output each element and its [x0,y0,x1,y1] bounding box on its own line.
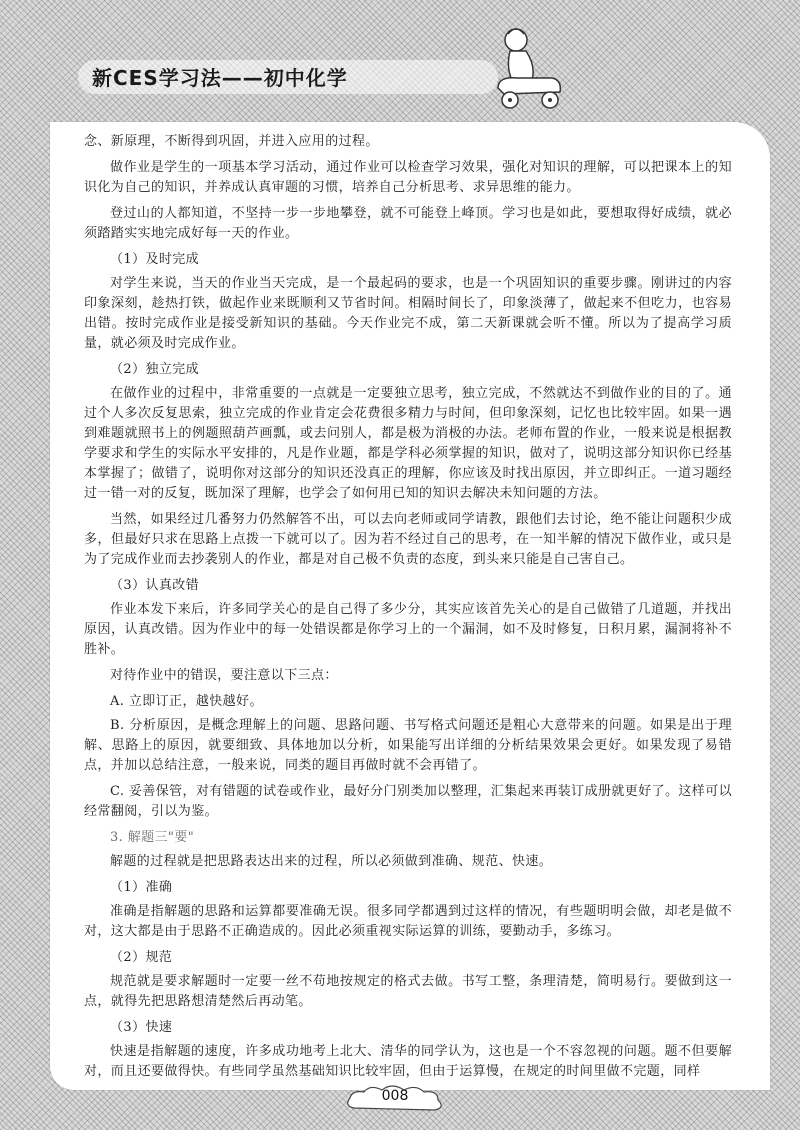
page-number-badge [340,1082,450,1118]
student-on-scooter-illustration [488,18,568,118]
paragraph: 快速是指解题的速度，许多成功地考上北大、清华的同学认为，这也是一个不容忽视的问题。题不但要解对，而且还要做得快。有些同学虽然基础知识比较牢固，但由于运算慢，在规定的时间里做不完题，同样 [84,1044,732,1079]
paragraph: 在做作业的过程中，非常重要的一点就是一定要独立思考，独立完成，不然就达不到做作业的目的了。通过个人多次反复思索，独立完成的作业肯定会花费很多精力与时间，但印象深刻，记忆也比较牢固。如果一遇到难题就照书上的例题照葫芦画瓢，或去问别人，都是极为消极的办法。老师布置的作业，一般来说是根据教学要求和学生的实际水平安排的，凡是作业题，都是学科必须掌握的知识，做对了，说明这部分知识你已经基本掌握了；做错了，说明你对这部分的知识还没真正的理解，你应该及时找出原因，并立即纠正。一道习题经过一错一对的反复，既加深了理解，也学会了如何用已知的知识去解决未知问题的方法。 [84,386,732,501]
book-title: 新CES学习法——初中化学 [92,66,348,90]
paragraph: 做作业是学生的一项基本学习活动，通过作业可以检查学习效果，强化对知识的理解，可以把课本上的知识化为自己的知识，并养成认真审题的习惯，培养自己分析思考、求异思维的能力。 [84,160,732,195]
paragraph: 对学生来说，当天的作业当天完成，是一个最起码的要求，也是一个巩固知识的重要步骤。刚讲过的内容印象深刻，趁热打铁，做起作业来既顺利又节省时间。相隔时间长了，印象淡薄了，做起来不但吃力，也容易出错。按时完成作业是接受新知识的基础。今天作业完不成，第二天新课就会听不懂。所以为了提高学习质量，就必须及时完成作业。 [84,276,732,351]
paragraph: 念、新原理，不断得到巩固，并进入应用的过程。 [84,134,379,149]
section-heading: （3）快速 [110,1020,173,1035]
list-item: A. 立即订正，越快越好。 [110,694,263,709]
list-item: C. 妥善保管，对有错题的试卷或作业，最好分门别类加以整理，汇集起来再装订成册就更好了。这样可以经常翻阅，引以为鉴。 [84,784,732,819]
paragraph: 作业本发下来后，许多同学关心的是自己得了多少分，其实应该首先关心的是自己做错了几道题，并找出原因，认真改错。因为作业中的每一处错误都是你学习上的一个漏洞，如不及时修复，日积月累，漏洞将补不胜补。 [84,602,732,657]
paragraph: 登过山的人都知道，不坚持一步一步地攀登，就不可能登上峰顶。学习也是如此，要想取得好成绩，就必须踏踏实实地完成好每一天的作业。 [84,206,732,241]
paragraph: 当然，如果经过几番努力仍然解答不出，可以去向老师或同学请教，跟他们去讨论，绝不能让问题积少成多，但最好只求在思路上点拨一下就可以了。因为若不经过自己的思考，在一知半解的情况下做作业，或只是为了完成作业而去抄袭别人的作业，都是对自己极不负责的态度，到头来只能是自己害自己。 [84,512,732,567]
section-heading: （2）规范 [110,950,173,965]
section-heading: （3）认真改错 [110,578,200,593]
section-heading: （1）及时完成 [110,252,200,267]
page-number: 008 [381,1088,409,1104]
paragraph: 解题的过程就是把思路表达出来的过程，所以必须做到准确、规范、快速。 [110,854,553,869]
section-heading: 3. 解题三"要" [110,830,195,845]
paragraph: 规范就是要求解题时一定要一丝不苟地按规定的格式去做。书写工整，条理清楚，简明易行。要做到这一点，就得先把思路想清楚然后再动笔。 [84,974,732,1009]
section-heading: （1）准确 [110,880,173,895]
list-item: B. 分析原因，是概念理解上的问题、思路问题、书写格式问题还是粗心大意带来的问题。如果是出于理解、思路上的原因，就要细致、具体地加以分析，如果能写出详细的分析结果效果会更好。如果发现了易错点，并加以总结注意，一般来说，同类的题目再做时就不会再错了。 [84,718,732,773]
section-heading: （2）独立完成 [110,362,200,377]
paragraph: 准确是指解题的思路和运算都要准确无误。很多同学都遇到过这样的情况，有些题明明会做，却老是做不对，这大都是由于思路不正确造成的。因此必须重视实际运算的训练，要勤动手，多练习。 [84,904,732,939]
main-text [84,132,732,1088]
paragraph: 对待作业中的错误，要注意以下三点： [110,668,338,683]
